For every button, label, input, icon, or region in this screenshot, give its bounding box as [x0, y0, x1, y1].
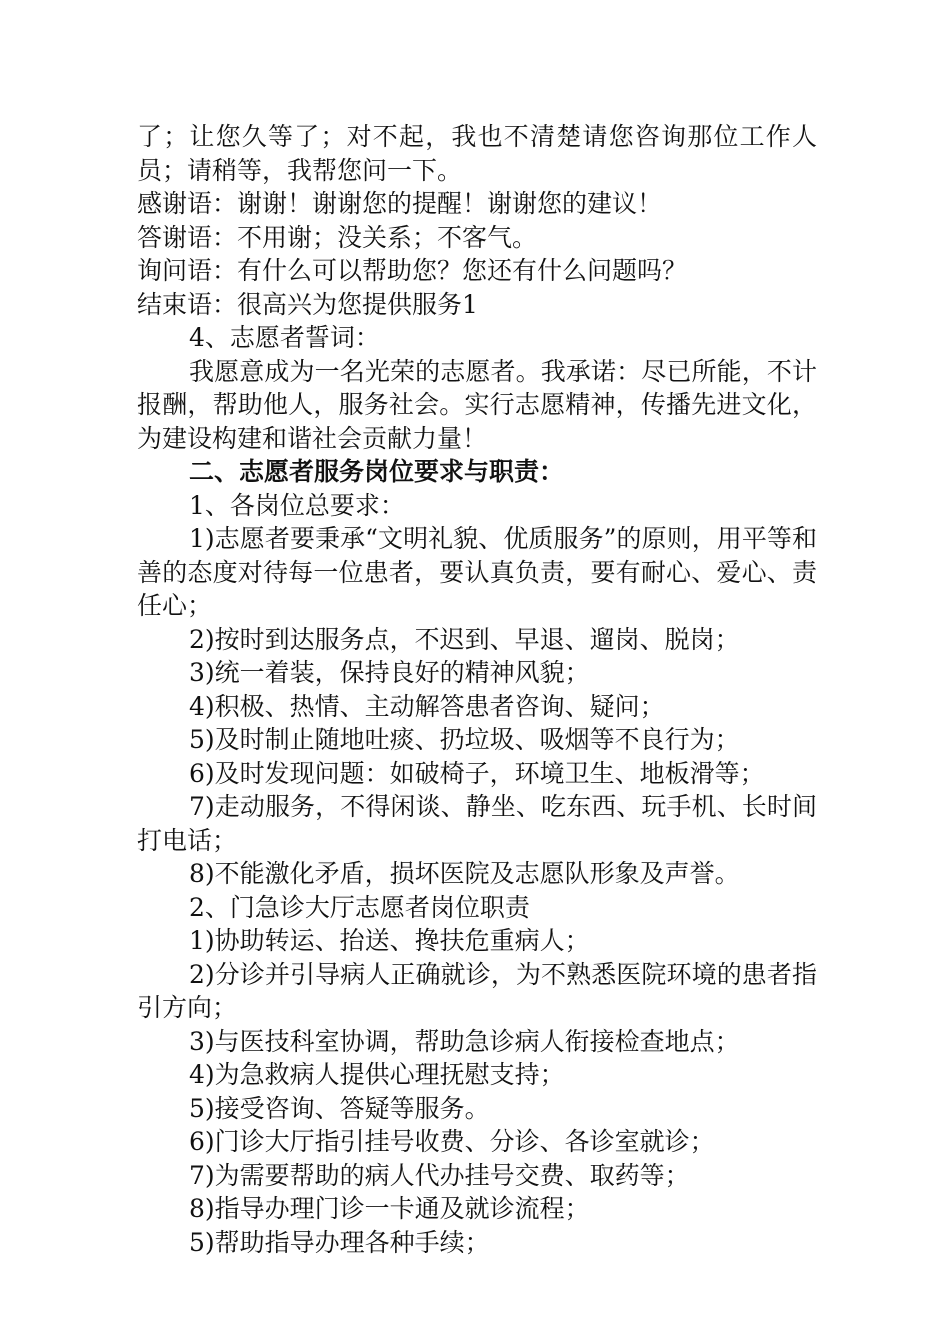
- list-item: 7)走动服务，不得闲谈、静坐、吃东西、玩手机、长时间打电话；: [137, 792, 817, 855]
- etiquette-reply-thanks: 答谢语：不用谢；没关系；不客气。: [137, 222, 538, 252]
- list-item: 8)不能激化矛盾，损坏医院及志愿队形象及声誉。: [189, 859, 740, 888]
- list-item: 7)为需要帮助的病人代办挂号交费、取药等；: [189, 1160, 690, 1190]
- list-item: 6)门诊大厅指引挂号收费、分诊、各诊室就诊；: [189, 1127, 715, 1156]
- list-item: 8)指导办理门诊一卡通及就诊流程；: [189, 1194, 590, 1223]
- list-item: 2)按时到达服务点，不迟到、早退、遛岗、脱岗；: [189, 624, 740, 654]
- list-item: 5)帮助指导办理各种手续；: [189, 1227, 490, 1257]
- list-item: 4)为急救病人提供心理抚慰支持；: [189, 1060, 565, 1089]
- list-item: 5)及时制止随地吐痰、扔垃圾、吸烟等不良行为；: [189, 725, 740, 754]
- section-heading: 二、志愿者服务岗位要求与职责：: [189, 457, 565, 486]
- etiquette-apology: 了；让您久等了；对不起，我也不清楚请您咨询那位工作人员；请稍等，我帮您问一下。: [137, 122, 817, 185]
- list-item: 6)及时发现问题：如破椅子，环境卫生、地板滑等；: [189, 758, 765, 788]
- oath-text: 我愿意成为一名光荣的志愿者。我承诺：尽已所能，不计报酬，帮助他人，服务社会。实行志愿精神，传播先进文化，为建设构建和谐社会贡献力量！: [137, 356, 817, 453]
- etiquette-inquiry: 询问语：有什么可以帮助您？您还有什么问题吗？: [137, 256, 688, 285]
- list-item: 3)统一着装，保持良好的精神风貌；: [189, 658, 590, 687]
- hall-duties-title: 2、门急诊大厅志愿者岗位职责: [189, 892, 530, 922]
- oath-title: 4、志愿者誓词：: [189, 323, 380, 352]
- list-item: 2)分诊并引导病人正确就诊，为不熟悉医院环境的患者指引方向；: [137, 959, 817, 1022]
- list-item: 4)积极、热情、主动解答患者咨询、疑问；: [189, 691, 665, 721]
- document-page: [137, 120, 817, 1259]
- etiquette-closing: 结束语：很高兴为您提供服务1: [137, 289, 478, 319]
- list-item: 1)协助转运、抬送、搀扶危重病人；: [189, 926, 590, 955]
- list-item: 3)与医技科室协调，帮助急诊病人衔接检查地点；: [189, 1026, 740, 1056]
- list-item: 1)志愿者要秉承“文明礼貌、优质服务”的原则，用平等和善的态度对待每一位患者，要认真负责，要有耐心、爱心、责任心；: [137, 524, 817, 620]
- general-requirements-title: 1、各岗位总要求：: [189, 490, 405, 520]
- etiquette-thanks: 感谢语：谢谢！谢谢您的提醒！谢谢您的建议！: [137, 189, 663, 218]
- list-item: 5)接受咨询、答疑等服务。: [189, 1093, 490, 1123]
